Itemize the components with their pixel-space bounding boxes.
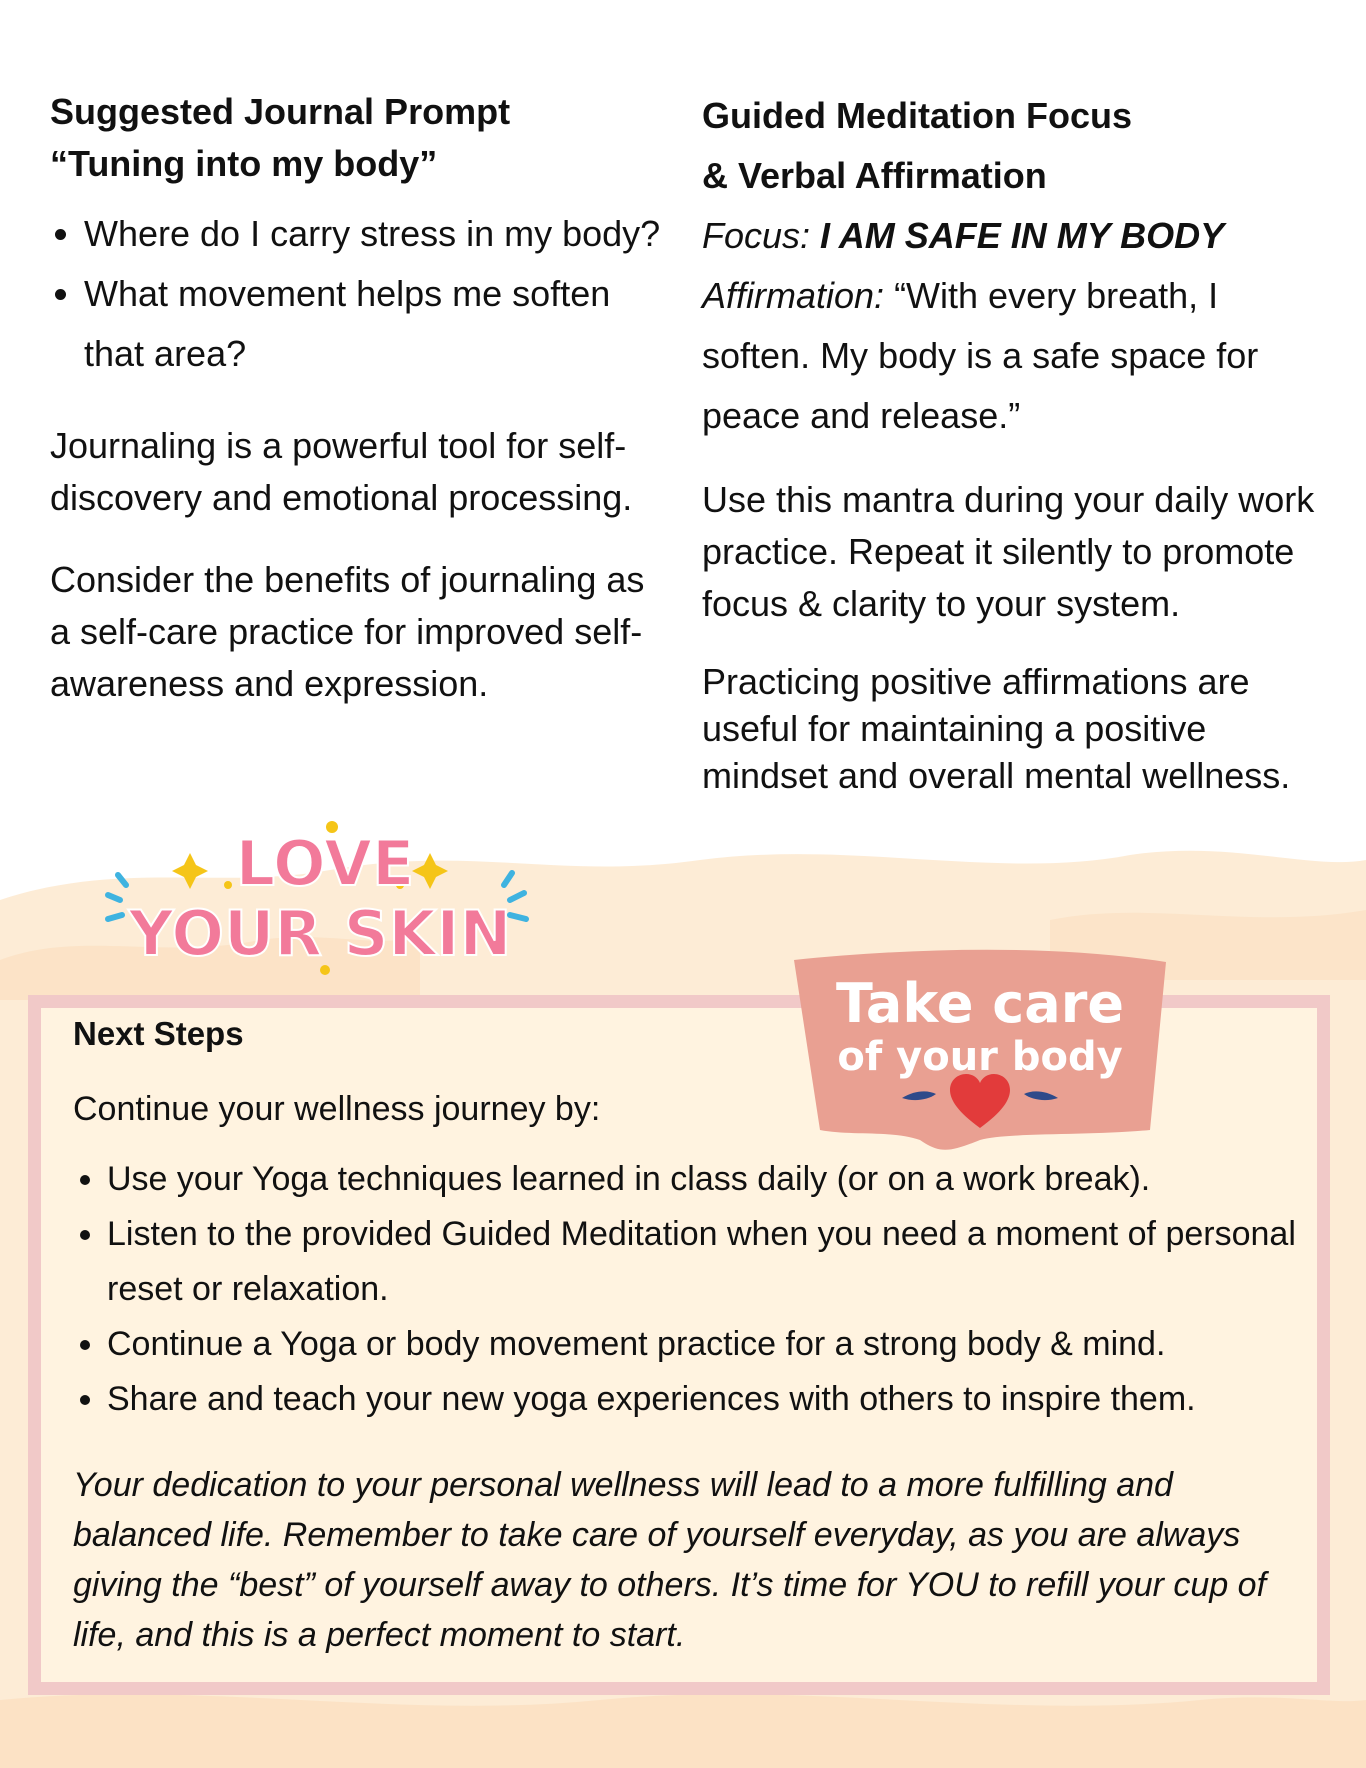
journal-heading-line1: Suggested Journal Prompt xyxy=(50,91,511,132)
affirmation-text: “With every breath, I soften. My body is a safe space for peace and release.” xyxy=(702,275,1259,436)
journal-section xyxy=(50,86,670,710)
list-item: • What movement helps me soften that area? xyxy=(84,264,670,384)
meditation-paragraph-1: Use this mantra during your daily work practice. Repeat it silently to promote focus & clarity to your system. xyxy=(702,479,1315,624)
meditation-heading-line2: & Verbal Affirmation xyxy=(702,155,1047,196)
journal-paragraph-2: Consider the benefits of journaling as a self-care practice for improved self-awareness and expression. xyxy=(50,559,645,704)
next-steps-list xyxy=(73,1152,1337,1427)
meditation-paragraph-2: Practicing positive affirmations are useful for maintaining a positive mindset and overall mental wellness. xyxy=(702,661,1291,796)
list-item: • Listen to the provided Guided Meditation when you need a moment of personal reset or relaxation. xyxy=(107,1207,1337,1317)
of-your-body-text: of your body xyxy=(837,1034,1123,1080)
journal-heading-line2: “Tuning into my body” xyxy=(50,143,438,184)
focus-line xyxy=(702,206,1322,266)
affirmation-label: Affirmation: xyxy=(702,275,885,316)
love-text: LOVE xyxy=(235,827,415,900)
list-item: • Continue a Yoga or body movement practice for a strong body & mind. xyxy=(107,1317,1337,1372)
journal-prompt-list xyxy=(50,204,670,384)
list-item: • Share and teach your new yoga experiences with others to inspire them. xyxy=(107,1372,1337,1427)
next-steps-intro: Continue your wellness journey by: xyxy=(73,1090,601,1128)
meditation-heading-line1: Guided Meditation Focus xyxy=(702,95,1132,136)
meditation-section xyxy=(702,86,1322,799)
affirmation-line xyxy=(702,266,1322,446)
take-care-badge xyxy=(790,940,1170,1160)
closing-paragraph: Your dedication to your personal wellness will lead to a more fulfilling and balanced life. Remember to take care of yourself everyday, as you are always giving the “best” of yourself away to others. It’s time for YOU to refill your cup of life, and this is a perfect moment to start. xyxy=(73,1466,1267,1654)
next-steps-title: Next Steps xyxy=(73,1015,244,1052)
focus-label: Focus: xyxy=(702,215,821,256)
journal-paragraph-1: Journaling is a powerful tool for self-discovery and emotional processing. xyxy=(50,425,633,518)
list-item: • Where do I carry stress in my body? xyxy=(84,204,670,264)
list-item: • Use your Yoga techniques learned in class daily (or on a work break). xyxy=(107,1152,1337,1207)
love-your-skin-sticker xyxy=(100,815,540,985)
focus-value: I AM SAFE IN MY BODY xyxy=(820,215,1225,256)
your-skin-text: YOUR SKIN xyxy=(128,897,512,970)
take-care-text: Take care xyxy=(836,972,1124,1035)
